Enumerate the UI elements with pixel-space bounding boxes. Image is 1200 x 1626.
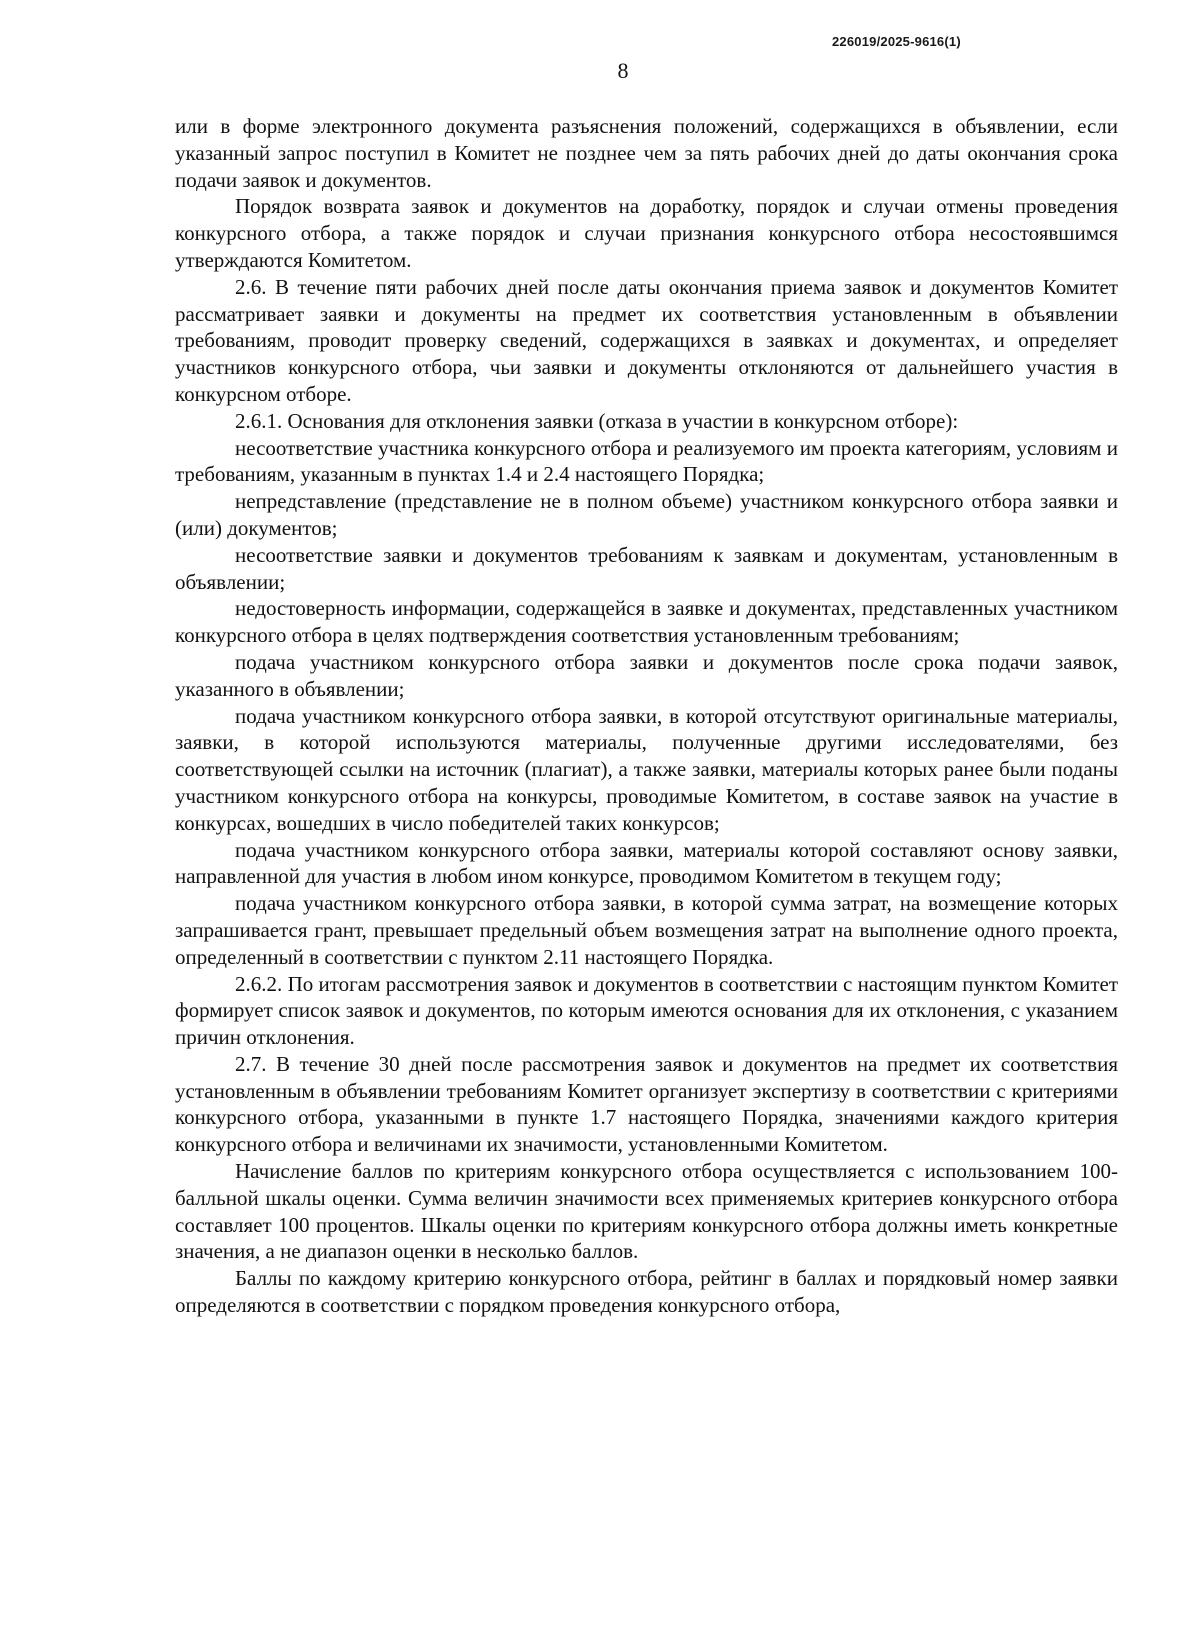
paragraph: Баллы по каждому критерию конкурсного отбора, рейтинг в баллах и порядковый номер заявки определяются в соответствии с порядком проведения конкурсного отбора, — [175, 1266, 1118, 1318]
paragraph: Порядок возврата заявок и документов на доработку, порядок и случаи отмены проведения конкурсного отбора, а также порядок и случаи признания конкурсного отбора несостоявшимся утверждаются Комитетом. — [175, 194, 1118, 272]
paragraph-clause-2-6-2: 2.6.2. По итогам рассмотрения заявок и документов в соответствии с настоящим пунктом Комитет формирует список заявок и документов, по которым имеются основания для их отклонения, с указанием причин отклонения. — [175, 971, 1118, 1050]
paragraph-continuation: или в форме электронного документа разъяснения положений, содержащихся в объявлении, если указанный запрос поступил в Комитет не позднее чем за пять рабочих дней до даты окончания срока подачи заявок и документов. — [175, 114, 1118, 192]
list-item: недостоверность информации, содержащейся в заявке и документах, представленных участником конкурсного отбора в целях подтверждения соответствия установленным требованиям; — [175, 596, 1118, 648]
list-item: несоответствие заявки и документов требованиям к заявкам и документам, установленным в объявлении; — [175, 542, 1118, 594]
document-registration-number: 226019/2025-9616(1) — [832, 34, 961, 49]
paragraph: Начисление баллов по критериям конкурсного отбора осуществляется с использованием 100-балльной шкалы оценки. Сумма величин значимости всех применяемых критериев конкурсного отбора составляет 100 процентов. Шкалы оценки по критериям конкурсного отбора должны иметь конкретные значения, а не диапазон оценки в несколько баллов. — [175, 1159, 1118, 1264]
paragraph-clause-2-6: 2.6. В течение пяти рабочих дней после даты окончания приема заявок и документов Комитет рассматривает заявки и документы на предмет их соответствия установленным в объявлении требованиям, проводит проверку сведений, содержащихся в заявках и документах, и определяет участников конкурсного отбора, чьи заявки и документы отклоняются от дальнейшего участия в конкурсном отборе. — [175, 274, 1118, 406]
list-item: подача участником конкурсного отбора заявки и документов после срока подачи заявок, указанного в объявлении; — [175, 649, 1118, 701]
paragraph-clause-2-6-1: 2.6.1. Основания для отклонения заявки (отказа в участии в конкурсном отборе): — [235, 408, 959, 433]
document-body — [175, 113, 1118, 1319]
paragraph-clause-2-7: 2.7. В течение 30 дней после рассмотрения заявок и документов на предмет их соответствия установленным в объявлении требованиям Комитет организует экспертизу в соответствии с критериями конкурсного отбора, указанными в пункте 1.7 настоящего Порядка, значениями каждого критерия конкурсного отбора и величинами их значимости, установленными Комитетом. — [175, 1051, 1118, 1157]
page-number: 8 — [617, 58, 629, 83]
list-item: подача участником конкурсного отбора заявки, материалы которой составляют основу заявки, направленной для участия в любом ином конкурсе, проводимом Комитетом в текущем году; — [175, 837, 1118, 889]
list-item: непредставление (представление не в полном объеме) участником конкурсного отбора заявки и (или) документов; — [175, 489, 1118, 540]
list-item: несоответствие участника конкурсного отбора и реализуемого им проекта категориям, условиям и требованиям, указанным в пунктах 1.4 и 2.4 настоящего Порядка; — [175, 435, 1118, 487]
list-item: подача участником конкурсного отбора заявки, в которой сумма затрат, на возмещение которых запрашивается грант, превышает предельный объем возмещения затрат на выполнение одного проекта, определенный в соответствии с пунктом 2.11 настоящего Порядка. — [175, 891, 1118, 969]
list-item: подача участником конкурсного отбора заявки, в которой отсутствуют оригинальные материалы, заявки, в которой используются материалы, полученные другими исследователями, без соответствующей ссылки на источник (плагиат), а также заявки, материалы которых ранее были поданы участником конкурсного отбора на конкурсы, проводимые Комитетом, в составе заявок на участие в конкурсах, вошедших в число победителей таких конкурсов; — [175, 703, 1118, 835]
